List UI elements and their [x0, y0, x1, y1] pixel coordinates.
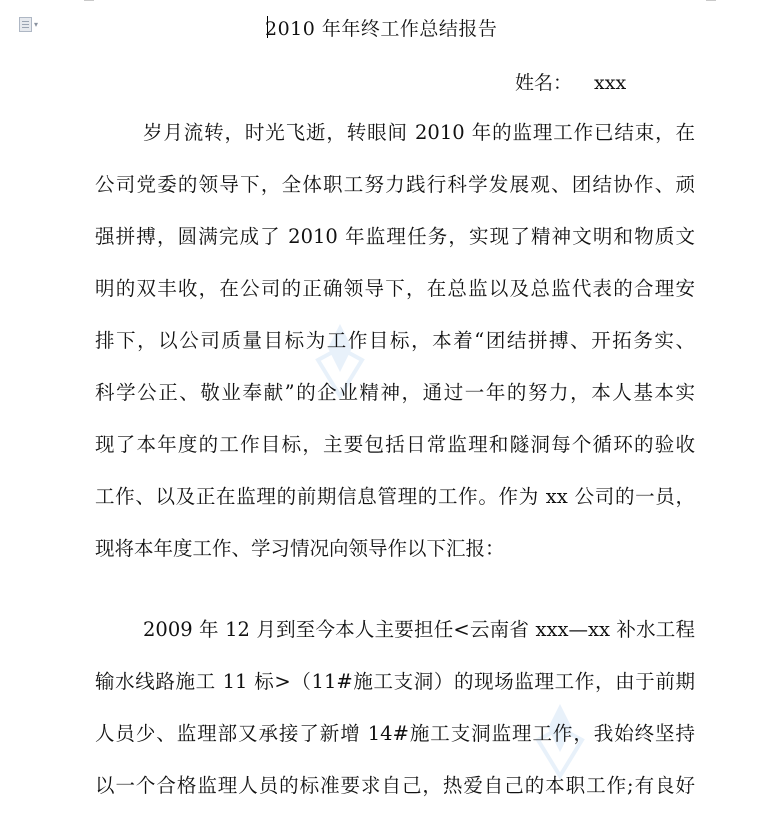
paragraph-line: 排下，以公司质量目标为工作目标，本着“团结拼搏、开拓务实、 — [95, 329, 695, 352]
paragraph-line: 输水线路施工 11 标>（11#施工支洞）的现场监理工作，由于前期 — [95, 670, 695, 693]
paragraph-line: 人员少、监理部又承接了新增 14#施工支洞监理工作，我始终坚持 — [95, 722, 695, 745]
page-corner-mark-left — [84, 0, 94, 1]
paragraph-line: 2009 年 12 月到至今本人主要担任<云南省 xxx—xx 补水工程 — [143, 618, 695, 641]
author-label: 姓名： — [515, 72, 573, 94]
paragraph-line: 现将本年度工作、学习情况向领导作以下汇报： — [95, 537, 505, 560]
paragraph-line: 公司党委的领导下，全体职工努力践行科学发展观、团结协作、顽 — [95, 173, 695, 196]
body-paragraph[interactable] — [95, 604, 695, 812]
page-corner-mark-right — [706, 0, 716, 1]
paragraph-line: 强拼搏，圆满完成了 2010 年监理任务，实现了精神文明和物质文 — [95, 225, 695, 248]
paragraph-line: 现了本年度的工作目标，主要包括日常监理和隧洞每个循环的验收 — [95, 433, 695, 456]
document-menu-button[interactable] — [19, 17, 38, 32]
paragraph-line: 以一个合格监理人员的标准要求自己，热爱自己的本职工作;有良好 — [95, 774, 695, 797]
paragraph-line: 明的双丰收，在公司的正确领导下，在总监以及总监代表的合理安 — [95, 277, 695, 300]
author-line[interactable] — [515, 68, 626, 95]
paragraph-line: 科学公正、敬业奉献”的企业精神，通过一年的努力，本人基本实 — [95, 381, 695, 404]
body-paragraph[interactable] — [95, 107, 695, 575]
document-icon — [19, 17, 32, 32]
document-title[interactable]: 2010 年年终工作总结报告 — [265, 18, 498, 40]
paragraph-line: 岁月流转，时光飞逝，转眼间 2010 年的监理工作已结束，在 — [143, 121, 695, 144]
chevron-down-icon: ▾ — [34, 19, 39, 29]
author-value: xxx — [594, 72, 627, 94]
paragraph-line: 工作、以及正在监理的前期信息管理的工作。作为 xx 公司的一员， — [95, 485, 695, 508]
